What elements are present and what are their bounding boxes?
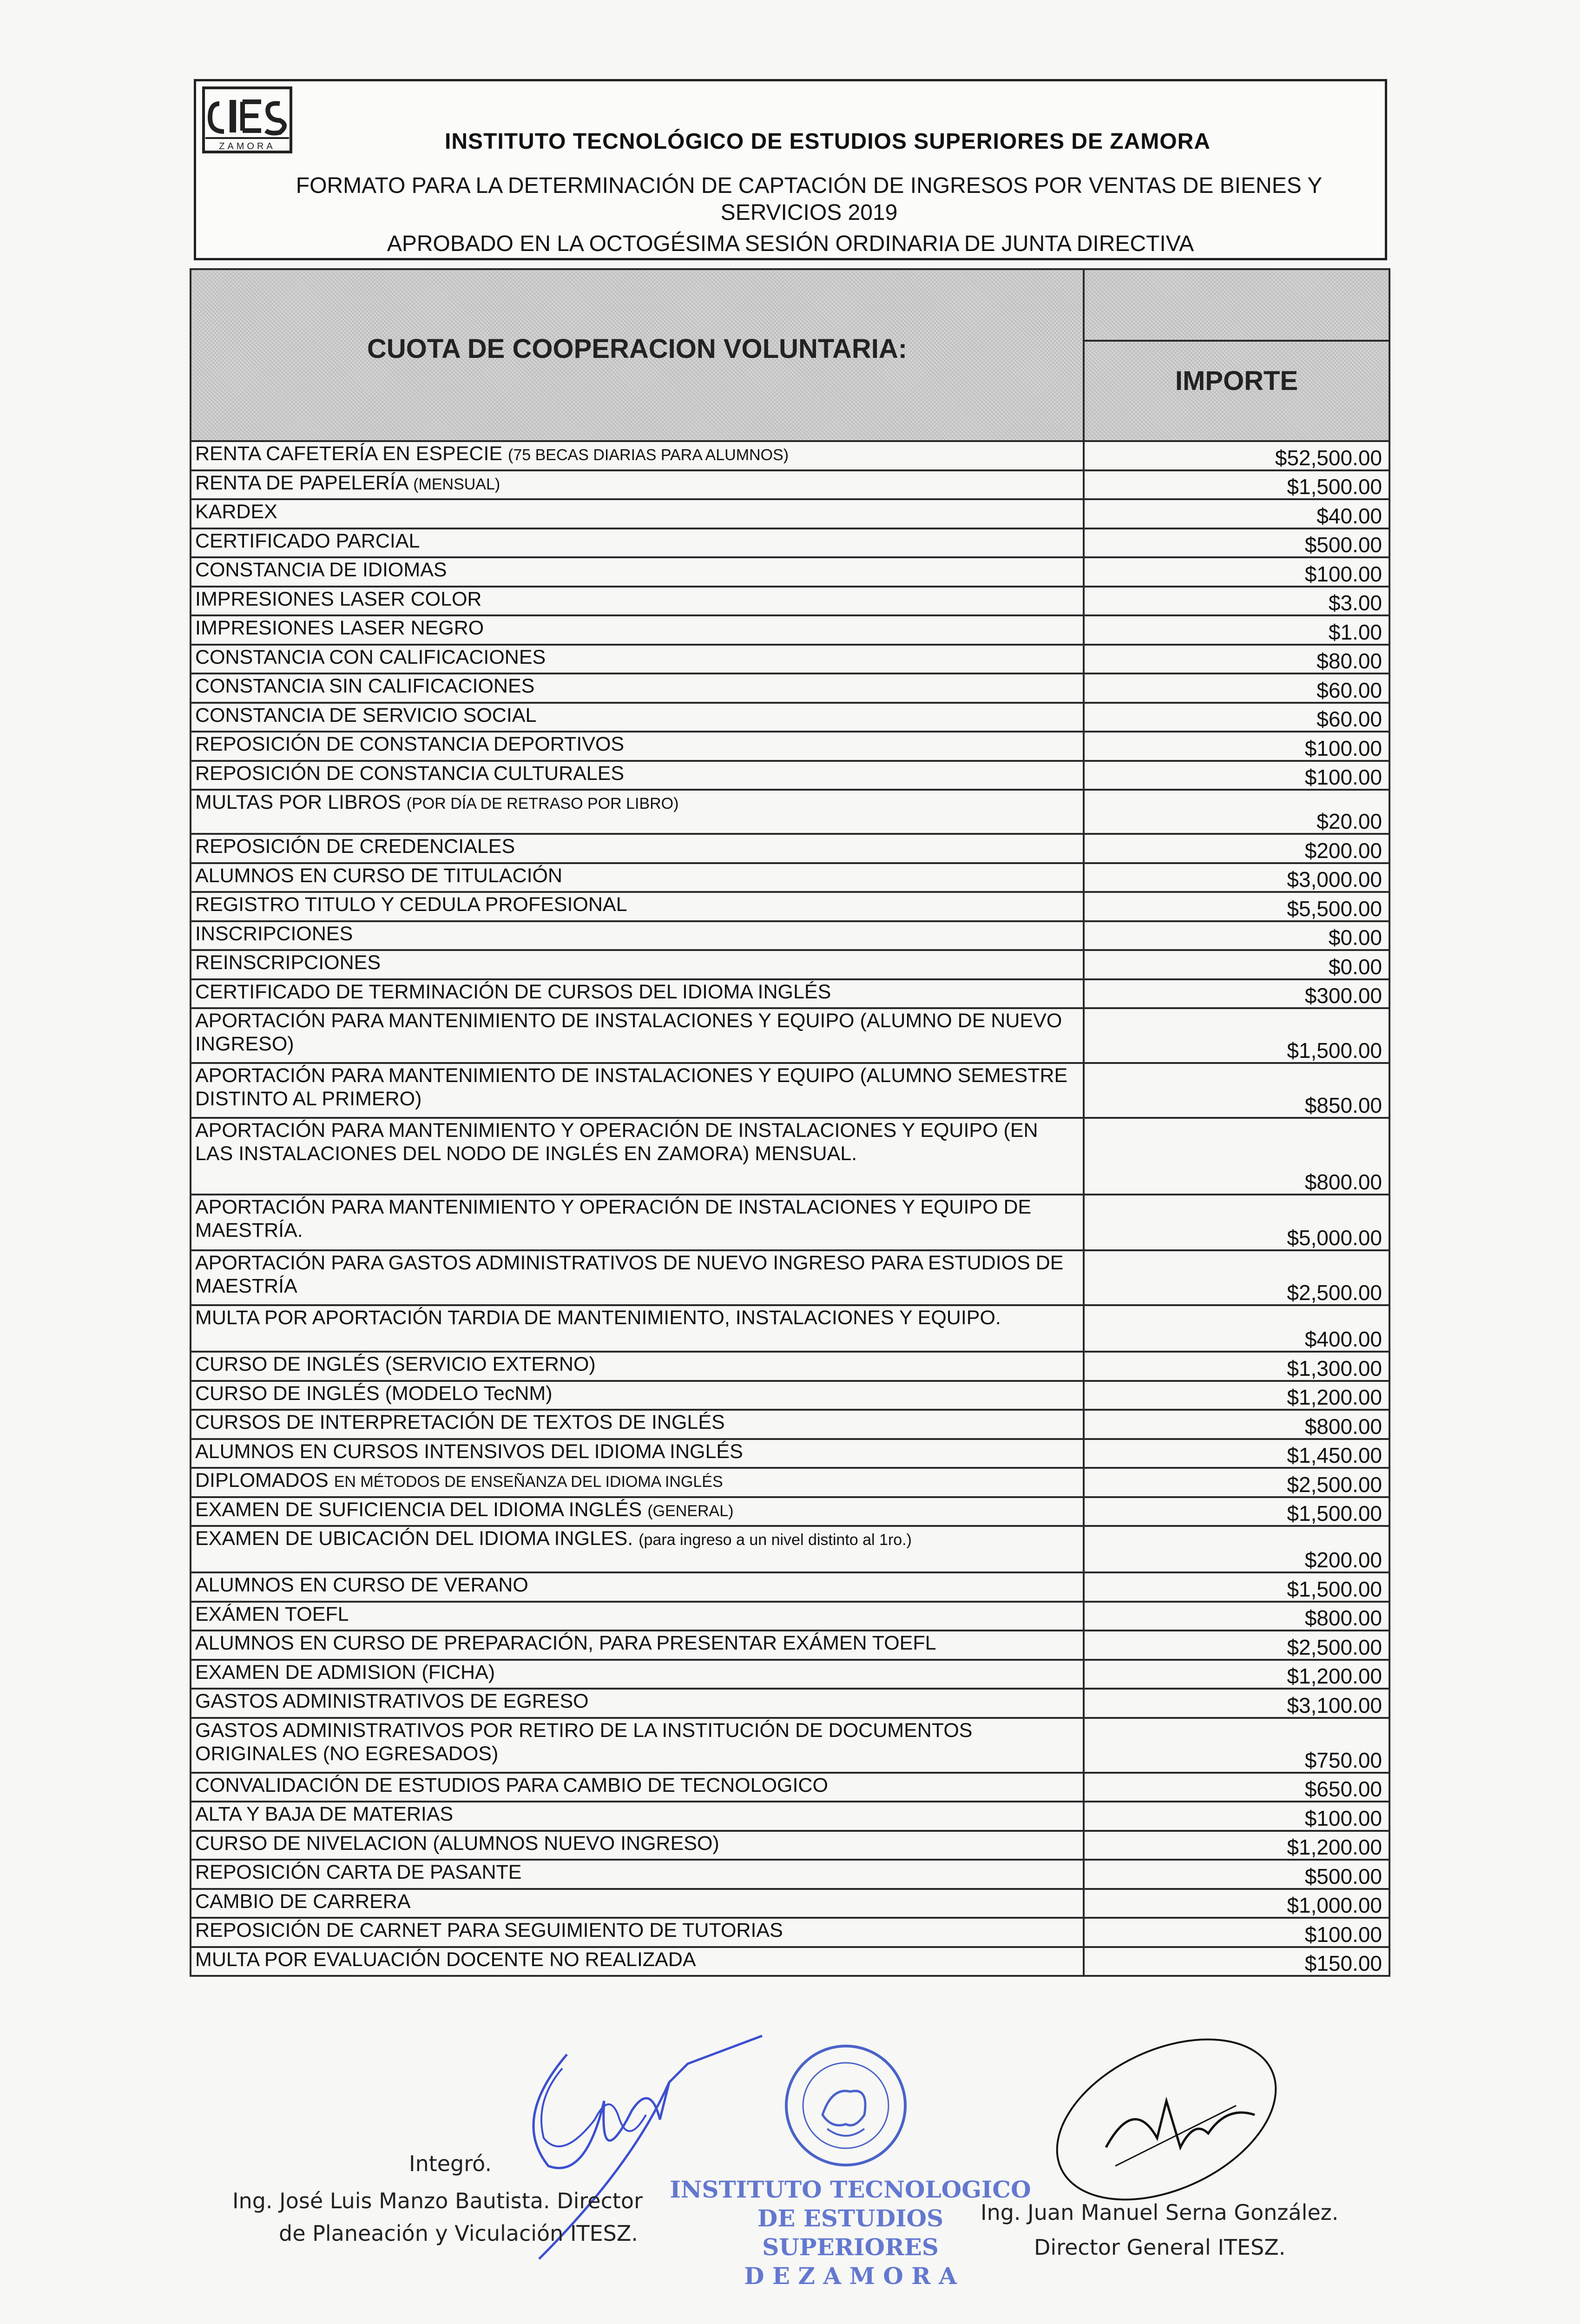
- table-row: [191, 892, 1389, 921]
- amount-cell: $100.00: [1084, 761, 1389, 790]
- table-row: [191, 557, 1389, 587]
- amount-cell: $500.00: [1084, 1860, 1389, 1889]
- concept-cell: [191, 1947, 1084, 1976]
- table-row: [191, 1250, 1389, 1305]
- concept-cell: [191, 703, 1084, 732]
- table-row: [191, 1831, 1389, 1860]
- concept-text: REPOSICIÓN DE CREDENCIALES: [195, 835, 515, 858]
- amount-cell: $3,000.00: [1084, 863, 1389, 892]
- concept-cell: [191, 892, 1084, 921]
- concept-cell: [191, 673, 1084, 703]
- table-row: [191, 1860, 1389, 1889]
- amount-cell: $2,500.00: [1084, 1631, 1389, 1660]
- fees-table: [190, 268, 1390, 1977]
- amount-header: [1084, 269, 1389, 441]
- concept-text: MULTA POR APORTACIÓN TARDIA DE MANTENIMIENTO, INSTALACIONES Y EQUIPO.: [195, 1307, 1001, 1329]
- table-row: [191, 587, 1389, 616]
- table-row: [191, 673, 1389, 703]
- table-row: [191, 1439, 1389, 1468]
- table-row: [191, 703, 1389, 732]
- logo-text: ZAMORA: [219, 141, 276, 152]
- concept-cell: [191, 979, 1084, 1009]
- eagle-seal-icon: [762, 2036, 929, 2175]
- table-row: [191, 1468, 1389, 1497]
- concept-cell: [191, 557, 1084, 587]
- concept-cell: [191, 1773, 1084, 1802]
- amount-cell: $1,200.00: [1084, 1381, 1389, 1410]
- amount-cell: $2,500.00: [1084, 1468, 1389, 1497]
- amount-cell: $1,500.00: [1084, 1572, 1389, 1602]
- amount-cell: $150.00: [1084, 1947, 1389, 1976]
- concept-text: EXAMEN DE UBICACIÓN DEL IDIOMA INGLES.: [195, 1527, 633, 1550]
- concept-note: (GENERAL): [647, 1502, 734, 1520]
- stamp-line-1: INSTITUTO TECNOLOGICO: [670, 2176, 1031, 2203]
- table-row: [191, 1689, 1389, 1718]
- amount-cell: $40.00: [1084, 499, 1389, 528]
- table-row: [191, 1918, 1389, 1947]
- concept-text: EXAMEN DE SUFICIENCIA DEL IDIOMA INGLÉS: [195, 1498, 642, 1521]
- concept-cell: [191, 1718, 1084, 1773]
- concept-text: ALUMNOS EN CURSOS INTENSIVOS DEL IDIOMA INGLÉS: [195, 1440, 743, 1463]
- concept-text: APORTACIÓN PARA MANTENIMIENTO Y OPERACIÓN DE INSTALACIONES Y EQUIPO DE MAESTRÍA.: [195, 1196, 1032, 1241]
- table-row: [191, 1497, 1389, 1526]
- concept-cell: [191, 1195, 1084, 1250]
- amount-cell: $100.00: [1084, 557, 1389, 587]
- concept-text: EXAMEN DE ADMISION (FICHA): [195, 1661, 495, 1684]
- concept-text: CERTIFICADO PARCIAL: [195, 529, 420, 552]
- document-header: [194, 79, 1387, 260]
- table-row: [191, 441, 1389, 470]
- concept-cell: [191, 645, 1084, 674]
- concept-cell: [191, 1008, 1084, 1063]
- concept-cell: [191, 921, 1084, 951]
- concept-text: APORTACIÓN PARA MANTENIMIENTO Y OPERACIÓN DE INSTALACIONES Y EQUIPO (EN LAS INSTALACIONES DEL NODO DE INGLÉS EN ZAMORA) MENSUAL.: [195, 1119, 1038, 1165]
- concept-cell: [191, 1889, 1084, 1918]
- concept-text: APORTACIÓN PARA MANTENIMIENTO DE INSTALACIONES Y EQUIPO (ALUMNO SEMESTRE DISTINTO AL PRIMERO): [195, 1064, 1068, 1110]
- amount-cell: $800.00: [1084, 1602, 1389, 1631]
- concept-cell: [191, 950, 1084, 979]
- amount-cell: $5,000.00: [1084, 1195, 1389, 1250]
- table-row: [191, 979, 1389, 1009]
- left-signer-department: de Planeación y Viculación ITESZ.: [279, 2221, 639, 2246]
- concept-cell: [191, 1118, 1084, 1195]
- table-row: [191, 863, 1389, 892]
- amount-cell: $200.00: [1084, 834, 1389, 863]
- amount-cell: $850.00: [1084, 1063, 1389, 1118]
- concept-text: REINSCRIPCIONES: [195, 951, 381, 974]
- concept-cell: [191, 1468, 1084, 1497]
- table-row: [191, 1889, 1389, 1918]
- approval-note: APROBADO EN LA OCTOGÉSIMA SESIÓN ORDINARIA DE JUNTA DIRECTIVA: [387, 231, 1194, 256]
- table-row: [191, 790, 1389, 834]
- concept-cell: [191, 1660, 1084, 1689]
- amount-cell: $1.00: [1084, 615, 1389, 645]
- institution-title: INSTITUTO TECNOLÓGICO DE ESTUDIOS SUPERIORES DE ZAMORA: [445, 129, 1211, 154]
- table-row: [191, 470, 1389, 500]
- amount-cell: $52,500.00: [1084, 441, 1389, 470]
- amount-cell: $800.00: [1084, 1410, 1389, 1439]
- concept-cell: [191, 499, 1084, 528]
- concept-text: MULTAS POR LIBROS: [195, 791, 401, 813]
- concept-cell: [191, 1831, 1084, 1860]
- table-row: [191, 1773, 1389, 1802]
- table-row: [191, 761, 1389, 790]
- amount-cell: $200.00: [1084, 1526, 1389, 1572]
- concept-text: ALUMNOS EN CURSO DE VERANO: [195, 1574, 528, 1596]
- concept-cell: [191, 1631, 1084, 1660]
- table-row: [191, 1381, 1389, 1410]
- concept-cell: [191, 615, 1084, 645]
- amount-cell: $1,200.00: [1084, 1660, 1389, 1689]
- concept-note: (MENSUAL): [413, 475, 500, 493]
- table-row: [191, 1660, 1389, 1689]
- concept-note: (POR DÍA DE RETRASO POR LIBRO): [406, 795, 679, 812]
- table-row: [191, 1118, 1389, 1195]
- concept-text: DIPLOMADOS: [195, 1469, 329, 1492]
- concept-cell: [191, 761, 1084, 790]
- concept-cell: [191, 1352, 1084, 1381]
- institution-stamp: [669, 2036, 1032, 2290]
- amount-cell: $300.00: [1084, 979, 1389, 1009]
- concept-text: IMPRESIONES LASER COLOR: [195, 588, 482, 610]
- table-row: [191, 1352, 1389, 1381]
- table-row: [191, 528, 1389, 558]
- table-row: [191, 1602, 1389, 1631]
- fees-table-body: [191, 441, 1389, 1976]
- concept-cell: [191, 834, 1084, 863]
- concept-text: CONSTANCIA SIN CALIFICACIONES: [195, 675, 535, 697]
- concept-text: CONSTANCIA CON CALIFICACIONES: [195, 646, 546, 668]
- amount-cell: $100.00: [1084, 1918, 1389, 1947]
- concept-cell: [191, 1918, 1084, 1947]
- concept-cell: [191, 587, 1084, 616]
- concept-cell: [191, 1439, 1084, 1468]
- table-row: [191, 1410, 1389, 1439]
- concept-cell: [191, 1572, 1084, 1602]
- amount-cell: $1,500.00: [1084, 1008, 1389, 1063]
- concept-text: ALTA Y BAJA DE MATERIAS: [195, 1803, 454, 1825]
- concept-text: REPOSICIÓN DE CONSTANCIA DEPORTIVOS: [195, 733, 625, 755]
- concept-header: [191, 269, 1084, 441]
- amount-header-label: IMPORTE: [1175, 366, 1298, 396]
- concept-note: EN MÉTODOS DE ENSEÑANZA DEL IDIOMA INGLÉS: [334, 1473, 723, 1491]
- table-row: [191, 834, 1389, 863]
- amount-cell: $60.00: [1084, 703, 1389, 732]
- concept-text: RENTA CAFETERÍA EN ESPECIE: [195, 442, 503, 465]
- left-signer-role: Integró.: [409, 2151, 492, 2176]
- concept-cell: [191, 1063, 1084, 1118]
- concept-text: RENTA DE PAPELERÍA: [195, 471, 408, 494]
- amount-cell: $100.00: [1084, 1802, 1389, 1831]
- concept-text: CURSO DE NIVELACION (ALUMNOS NUEVO INGRESO): [195, 1832, 719, 1855]
- table-row: [191, 1718, 1389, 1773]
- concept-text: GASTOS ADMINISTRATIVOS POR RETIRO DE LA INSTITUCIÓN DE DOCUMENTOS ORIGINALES (NO EGRESADOS): [195, 1719, 973, 1765]
- amount-cell: $20.00: [1084, 790, 1389, 834]
- concept-text: APORTACIÓN PARA GASTOS ADMINISTRATIVOS DE NUEVO INGRESO PARA ESTUDIOS DE MAESTRÍA: [195, 1252, 1064, 1297]
- amount-cell: $2,500.00: [1084, 1250, 1389, 1305]
- right-signer-position: Director General ITESZ.: [1034, 2235, 1286, 2260]
- amount-cell: $100.00: [1084, 732, 1389, 761]
- stamp-line-3: D E Z A M O R A: [744, 2262, 957, 2290]
- table-row: [191, 950, 1389, 979]
- amount-cell: $1,500.00: [1084, 1497, 1389, 1526]
- amount-cell: $500.00: [1084, 528, 1389, 558]
- concept-note: (para ingreso a un nivel distinto al 1ro.): [639, 1531, 912, 1549]
- amount-cell: $1,500.00: [1084, 470, 1389, 500]
- concept-cell: [191, 1689, 1084, 1718]
- table-row: [191, 499, 1389, 528]
- amount-cell: $1,450.00: [1084, 1439, 1389, 1468]
- concept-cell: [191, 732, 1084, 761]
- concept-cell: [191, 1860, 1084, 1889]
- table-row: [191, 1572, 1389, 1602]
- concept-text: INSCRIPCIONES: [195, 922, 353, 945]
- amount-cell: $1,300.00: [1084, 1352, 1389, 1381]
- concept-text: ALUMNOS EN CURSO DE TITULACIÓN: [195, 864, 563, 887]
- concept-text: REPOSICIÓN DE CARNET PARA SEGUIMIENTO DE TUTORIAS: [195, 1919, 783, 1941]
- amount-cell: $650.00: [1084, 1773, 1389, 1802]
- concept-text: IMPRESIONES LASER NEGRO: [195, 617, 484, 639]
- amount-cell: $1,200.00: [1084, 1831, 1389, 1860]
- concept-cell: [191, 1602, 1084, 1631]
- table-row: [191, 1195, 1389, 1250]
- concept-cell: [191, 1381, 1084, 1410]
- concept-cell: [191, 470, 1084, 500]
- left-signer-name: Ing. José Luis Manzo Bautista. Director: [232, 2188, 643, 2213]
- table-row: [191, 1947, 1389, 1976]
- concept-text: CONVALIDACIÓN DE ESTUDIOS PARA CAMBIO DE TECNOLOGICO: [195, 1774, 828, 1796]
- table-row: [191, 645, 1389, 674]
- stamp-line-2: DE ESTUDIOS SUPERIORES: [757, 2205, 944, 2261]
- concept-cell: [191, 441, 1084, 470]
- amount-cell: $80.00: [1084, 645, 1389, 674]
- concept-text: EXÁMEN TOEFL: [195, 1603, 349, 1625]
- concept-cell: [191, 1410, 1084, 1439]
- concept-cell: [191, 863, 1084, 892]
- concept-cell: [191, 528, 1084, 558]
- amount-cell: $800.00: [1084, 1118, 1389, 1195]
- amount-cell: $3.00: [1084, 587, 1389, 616]
- concept-text: CONSTANCIA DE IDIOMAS: [195, 559, 447, 581]
- amount-cell: $5,500.00: [1084, 892, 1389, 921]
- amount-cell: $0.00: [1084, 921, 1389, 951]
- amount-cell: $750.00: [1084, 1718, 1389, 1773]
- concept-text: REPOSICIÓN CARTA DE PASANTE: [195, 1861, 522, 1883]
- concept-text: ALUMNOS EN CURSO DE PREPARACIÓN, PARA PRESENTAR EXÁMEN TOEFL: [195, 1632, 936, 1654]
- table-row: [191, 1631, 1389, 1660]
- concept-text: KARDEX: [195, 501, 277, 523]
- concept-cell: [191, 1802, 1084, 1831]
- concept-text: CURSOS DE INTERPRETACIÓN DE TEXTOS DE INGLÉS: [195, 1411, 725, 1433]
- table-row: [191, 1802, 1389, 1831]
- table-row: [191, 1526, 1389, 1572]
- concept-cell: [191, 1497, 1084, 1526]
- concept-text: GASTOS ADMINISTRATIVOS DE EGRESO: [195, 1690, 589, 1712]
- amount-cell: $0.00: [1084, 950, 1389, 979]
- concept-cell: [191, 1305, 1084, 1352]
- amount-cell: $1,000.00: [1084, 1889, 1389, 1918]
- concept-text: REPOSICIÓN DE CONSTANCIA CULTURALES: [195, 762, 625, 785]
- concept-text: CURSO DE INGLÉS (SERVICIO EXTERNO): [195, 1353, 596, 1375]
- amount-cell: $60.00: [1084, 673, 1389, 703]
- concept-header-label: CUOTA DE COOPERACION VOLUNTARIA:: [367, 334, 908, 364]
- table-row: [191, 615, 1389, 645]
- table-row: [191, 1063, 1389, 1118]
- table-row: [191, 1305, 1389, 1352]
- concept-cell: [191, 790, 1084, 834]
- right-signer-name: Ing. Juan Manuel Serna González.: [981, 2200, 1339, 2225]
- table-row: [191, 1008, 1389, 1063]
- concept-text: CERTIFICADO DE TERMINACIÓN DE CURSOS DEL IDIOMA INGLÉS: [195, 980, 831, 1003]
- table-row: [191, 732, 1389, 761]
- amount-cell: $400.00: [1084, 1305, 1389, 1352]
- concept-cell: [191, 1250, 1084, 1305]
- table-row: [191, 921, 1389, 951]
- concept-text: CURSO DE INGLÉS (MODELO TecNM): [195, 1382, 553, 1405]
- concept-text: CAMBIO DE CARRERA: [195, 1890, 411, 1913]
- concept-text: APORTACIÓN PARA MANTENIMIENTO DE INSTALACIONES Y EQUIPO (ALUMNO DE NUEVO INGRESO): [195, 1010, 1062, 1055]
- concept-cell: [191, 1526, 1084, 1572]
- concept-text: MULTA POR EVALUACIÓN DOCENTE NO REALIZADA: [195, 1948, 696, 1971]
- concept-text: REGISTRO TITULO Y CEDULA PROFESIONAL: [195, 893, 627, 916]
- amount-cell: $3,100.00: [1084, 1689, 1389, 1718]
- concept-note: (75 BECAS DIARIAS PARA ALUMNOS): [508, 446, 789, 464]
- document-subtitle: FORMATO PARA LA DETERMINACIÓN DE CAPTACIÓN DE INGRESOS POR VENTAS DE BIENES Y SERVICIOS 2019: [296, 173, 1323, 225]
- concept-text: CONSTANCIA DE SERVICIO SOCIAL: [195, 704, 537, 726]
